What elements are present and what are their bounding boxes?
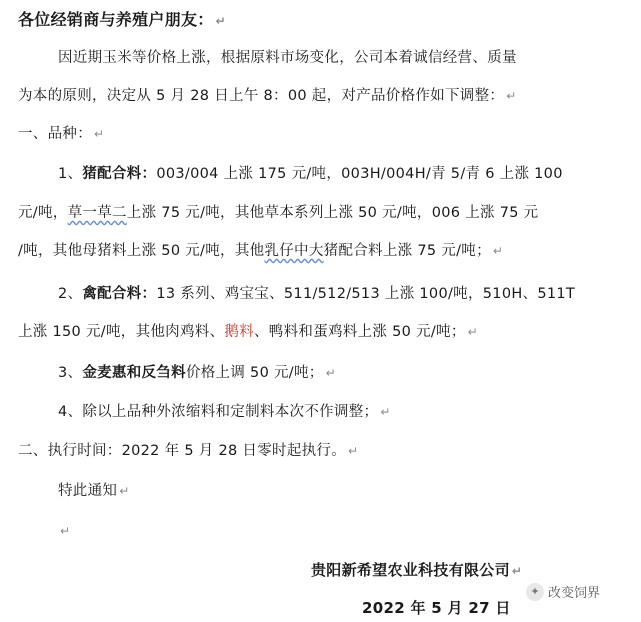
item-2-text-1: 13 系列、鸡宝宝、511/512/513 上涨 100/吨，510H、511T	[156, 286, 576, 302]
item-2-text-2c: 、鸭料和蛋鸡料上涨 50 元/吨；	[254, 324, 466, 340]
intro-text-2: 为本的原则，决定从 5 月 28 日上午 8：00 起，对产品价格作如下调整：	[18, 88, 505, 104]
item-4-line	[58, 402, 391, 422]
item-1-text-3c: 猪配合料上涨 75 元/吨；	[323, 243, 491, 259]
notice-line	[58, 481, 130, 501]
date-text: 2022 年 5 月 27 日	[362, 599, 511, 617]
company-signature	[311, 560, 522, 581]
section-1-heading	[18, 124, 104, 144]
item-2-line-1	[58, 284, 575, 304]
wechat-icon: ✦	[526, 583, 544, 601]
paragraph-mark: ↵	[492, 244, 504, 258]
intro-line-1	[58, 48, 517, 68]
item-1-text-2a: 元/吨，	[18, 205, 68, 221]
paragraph-mark: ↵	[467, 325, 479, 339]
item-1-text-2b: 草一草二	[67, 205, 127, 221]
item-1-text-1: 003/004 上涨 175 元/吨，003H/004H/青 5/青 6 上涨 100	[156, 166, 563, 182]
notice-text: 特此通知	[58, 483, 118, 499]
paragraph-mark: ↵	[348, 444, 359, 458]
item-4-text: 4、除以上品种外浓缩料和定制料本次不作调整；	[58, 404, 379, 420]
item-3-text: 价格上调 50 元/吨；	[185, 365, 324, 381]
greeting-text: 各位经销商与养殖户朋友：	[18, 10, 214, 29]
intro-line-2	[18, 86, 517, 106]
item-2-text-2a: 上涨 150 元/吨，其他肉鸡料、	[18, 324, 225, 340]
empty-line	[58, 521, 70, 541]
paragraph-mark: ↵	[511, 564, 523, 578]
greeting-line	[18, 10, 226, 31]
section-1-text: 一、品种：	[18, 126, 92, 142]
paragraph-mark: ↵	[215, 14, 226, 28]
paragraph-mark: ↵	[325, 366, 336, 380]
item-1-number: 1、	[58, 166, 83, 182]
intro-text-1: 因近期玉米等价格上涨，根据原料市场变化，公司本着诚信经营、质量	[58, 50, 517, 66]
section-2-line	[18, 441, 358, 461]
paragraph-mark: ↵	[94, 127, 105, 141]
item-1-line-2	[18, 203, 538, 223]
item-1-text-3a: /吨，其他母猪料上涨 50 元/吨，其他	[18, 243, 265, 259]
watermark-text: 改变饲界	[548, 586, 601, 601]
item-2-number: 2、	[58, 286, 83, 302]
section-2-text: 二、执行时间：2022 年 5 月 28 日零时起执行。	[18, 443, 347, 459]
item-1-label: 猪配合料：	[82, 166, 157, 182]
item-1-line-3	[18, 241, 503, 261]
item-2-text-2b: 鹅料	[224, 324, 254, 340]
item-2-label: 禽配合料：	[82, 286, 157, 302]
item-1-text-3b: 乳仔中大	[264, 243, 324, 259]
paragraph-mark: ↵	[506, 89, 517, 103]
item-2-line-2	[18, 322, 478, 342]
paragraph-mark: ↵	[119, 484, 130, 498]
wechat-watermark	[526, 582, 600, 601]
item-3-label: 金麦惠和反刍料	[82, 365, 186, 381]
paragraph-mark: ↵	[60, 524, 71, 538]
item-1-text-2c: 上涨 75 元/吨，其他草本系列上涨 50 元/吨，006 上涨 75 元	[126, 205, 539, 221]
item-3-number: 3、	[58, 365, 83, 381]
paragraph-mark: ↵	[380, 405, 391, 419]
item-1-line-1	[58, 164, 563, 184]
company-name: 贵阳新希望农业科技有限公司	[311, 561, 510, 579]
item-3-line	[58, 363, 336, 383]
signature-date	[362, 598, 511, 618]
